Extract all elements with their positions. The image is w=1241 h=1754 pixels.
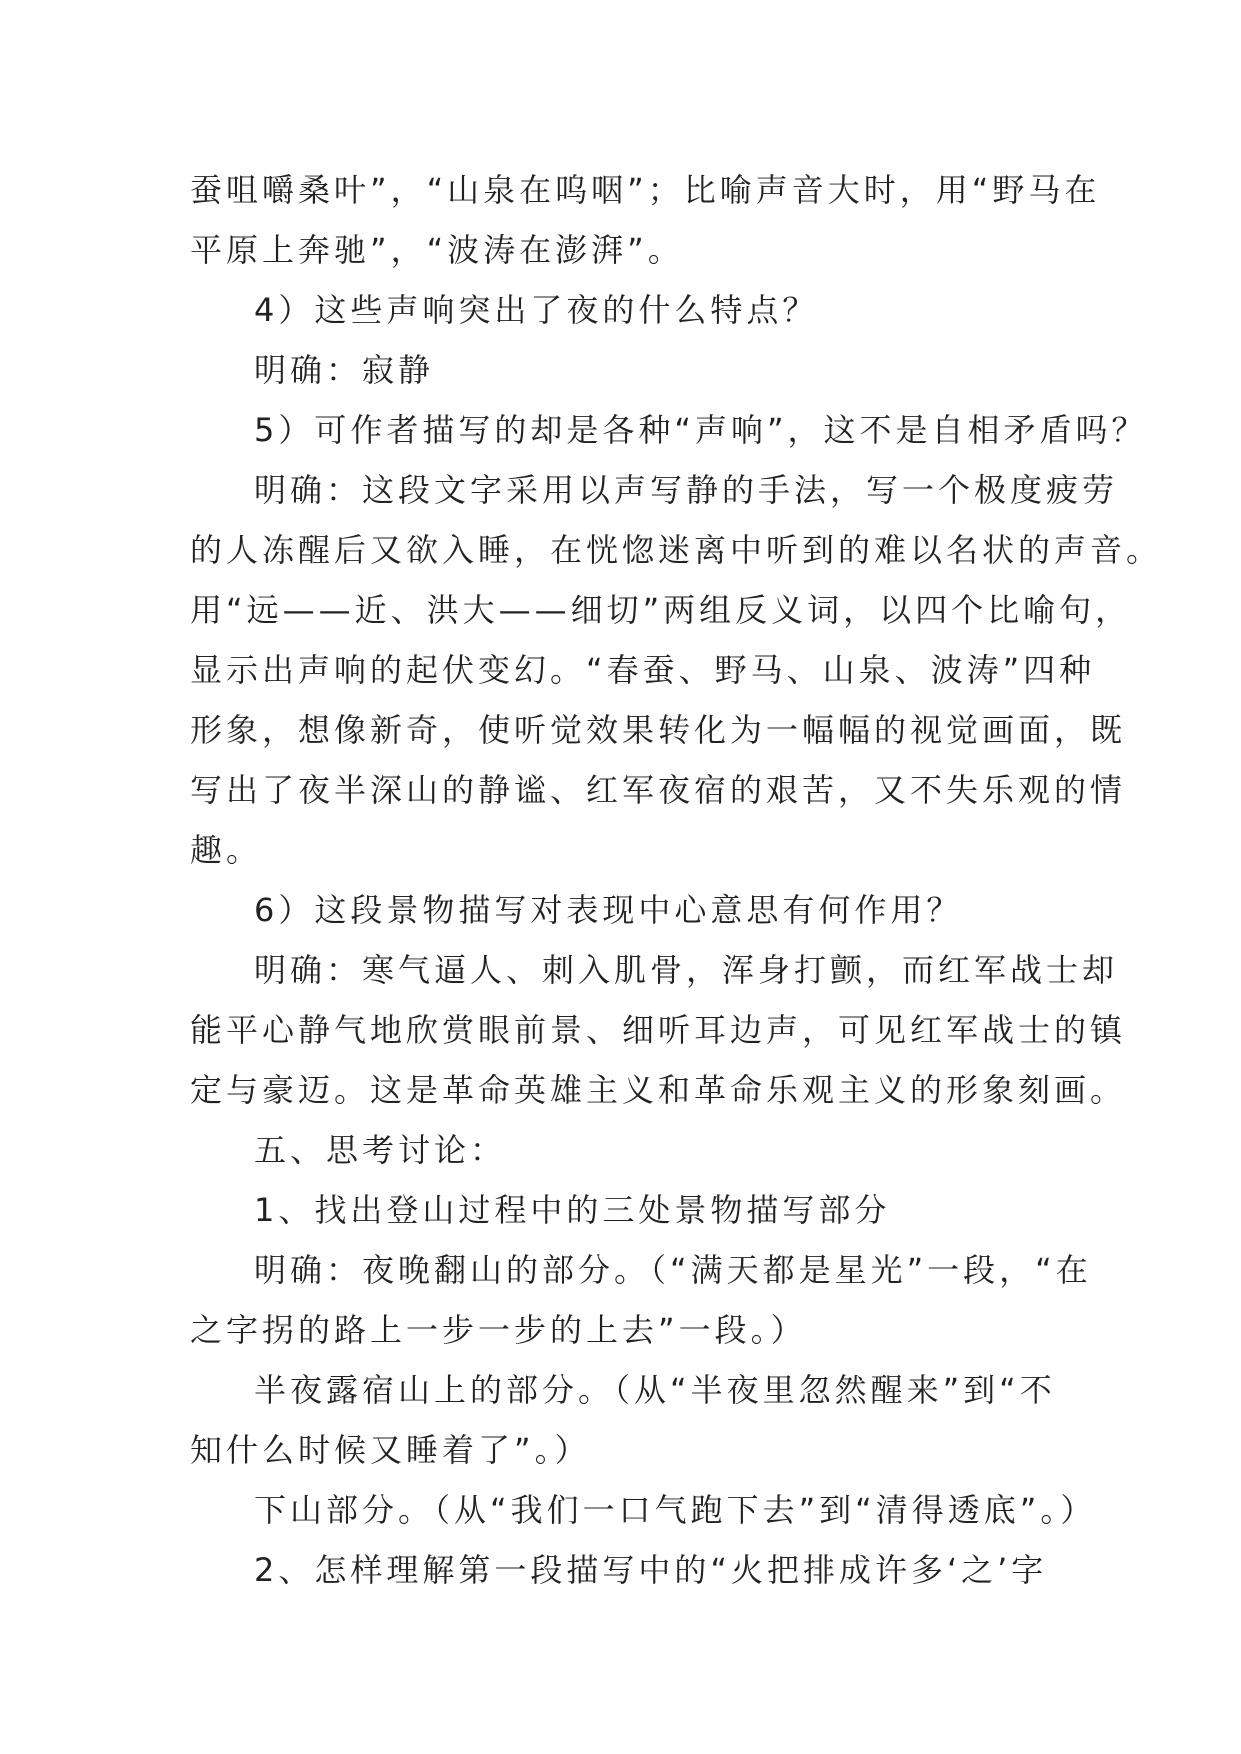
text-line: 下山部分。（从“我们一口气跑下去”到“清得透底”。） <box>254 1491 1097 1529</box>
text-line: 形象，想像新奇，使听觉效果转化为一幅幅的视觉画面，既 <box>190 711 1127 749</box>
text-line: 趣。 <box>190 831 263 869</box>
text-line: 明确：寂静 <box>254 351 435 389</box>
text-line: 的人冻醒后又欲入睡，在恍惚迷离中听到的难以名状的声音。 <box>190 531 1163 569</box>
text-line: 能平心静气地欣赏眼前景、细听耳边声，可见红军战士的镇 <box>190 1011 1127 1049</box>
text-line: 之字拐的路上一步一步的上去”一段。） <box>190 1311 807 1349</box>
text-line: 用“远——近、洪大——细切”两组反义词，以四个比喻句， <box>190 591 1132 629</box>
text-line: 明确：寒气逼人、刺入肌骨，浑身打颤，而红军战士却 <box>254 951 1119 989</box>
text-line: 蚕咀嚼桑叶”，“山泉在呜咽”；比喻声音大时，用“野马在 <box>190 171 1101 209</box>
text-line: 明确：这段文字采用以声写静的手法，写一个极度疲劳 <box>254 471 1119 509</box>
document-body <box>190 160 1163 1600</box>
text-line: 知什么时候又睡着了”。） <box>190 1431 591 1469</box>
text-line: 半夜露宿山上的部分。（从“半夜里忽然醒来”到“不 <box>254 1371 1056 1409</box>
text-line: 五、思考讨论： <box>254 1131 507 1169</box>
text-line: 明确：夜晚翻山的部分。（“满天都是星光”一段，“在 <box>254 1251 1092 1289</box>
text-line: 定与豪迈。这是革命英雄主义和革命乐观主义的形象刻画。 <box>190 1071 1127 1109</box>
text-line: 写出了夜半深山的静谧、红军夜宿的艰苦，又不失乐观的情 <box>190 771 1127 809</box>
text-line: 6）这段景物描写对表现中心意思有何作用？ <box>254 891 963 929</box>
text-line: 显示出声响的起伏变幻。“春蚕、野马、山泉、波涛”四种 <box>190 651 1096 689</box>
text-line: 平原上奔驰”，“波涛在澎湃”。 <box>190 231 684 269</box>
text-line: 4）这些声响突出了夜的什么特点？ <box>254 291 819 329</box>
text-line: 5）可作者描写的却是各种“声响”，这不是自相矛盾吗？ <box>254 411 1148 449</box>
text-line: 1、找出登山过程中的三处景物描写部分 <box>254 1191 891 1229</box>
text-line: 2、怎样理解第一段描写中的“火把排成许多‘之’字 <box>254 1551 1048 1589</box>
